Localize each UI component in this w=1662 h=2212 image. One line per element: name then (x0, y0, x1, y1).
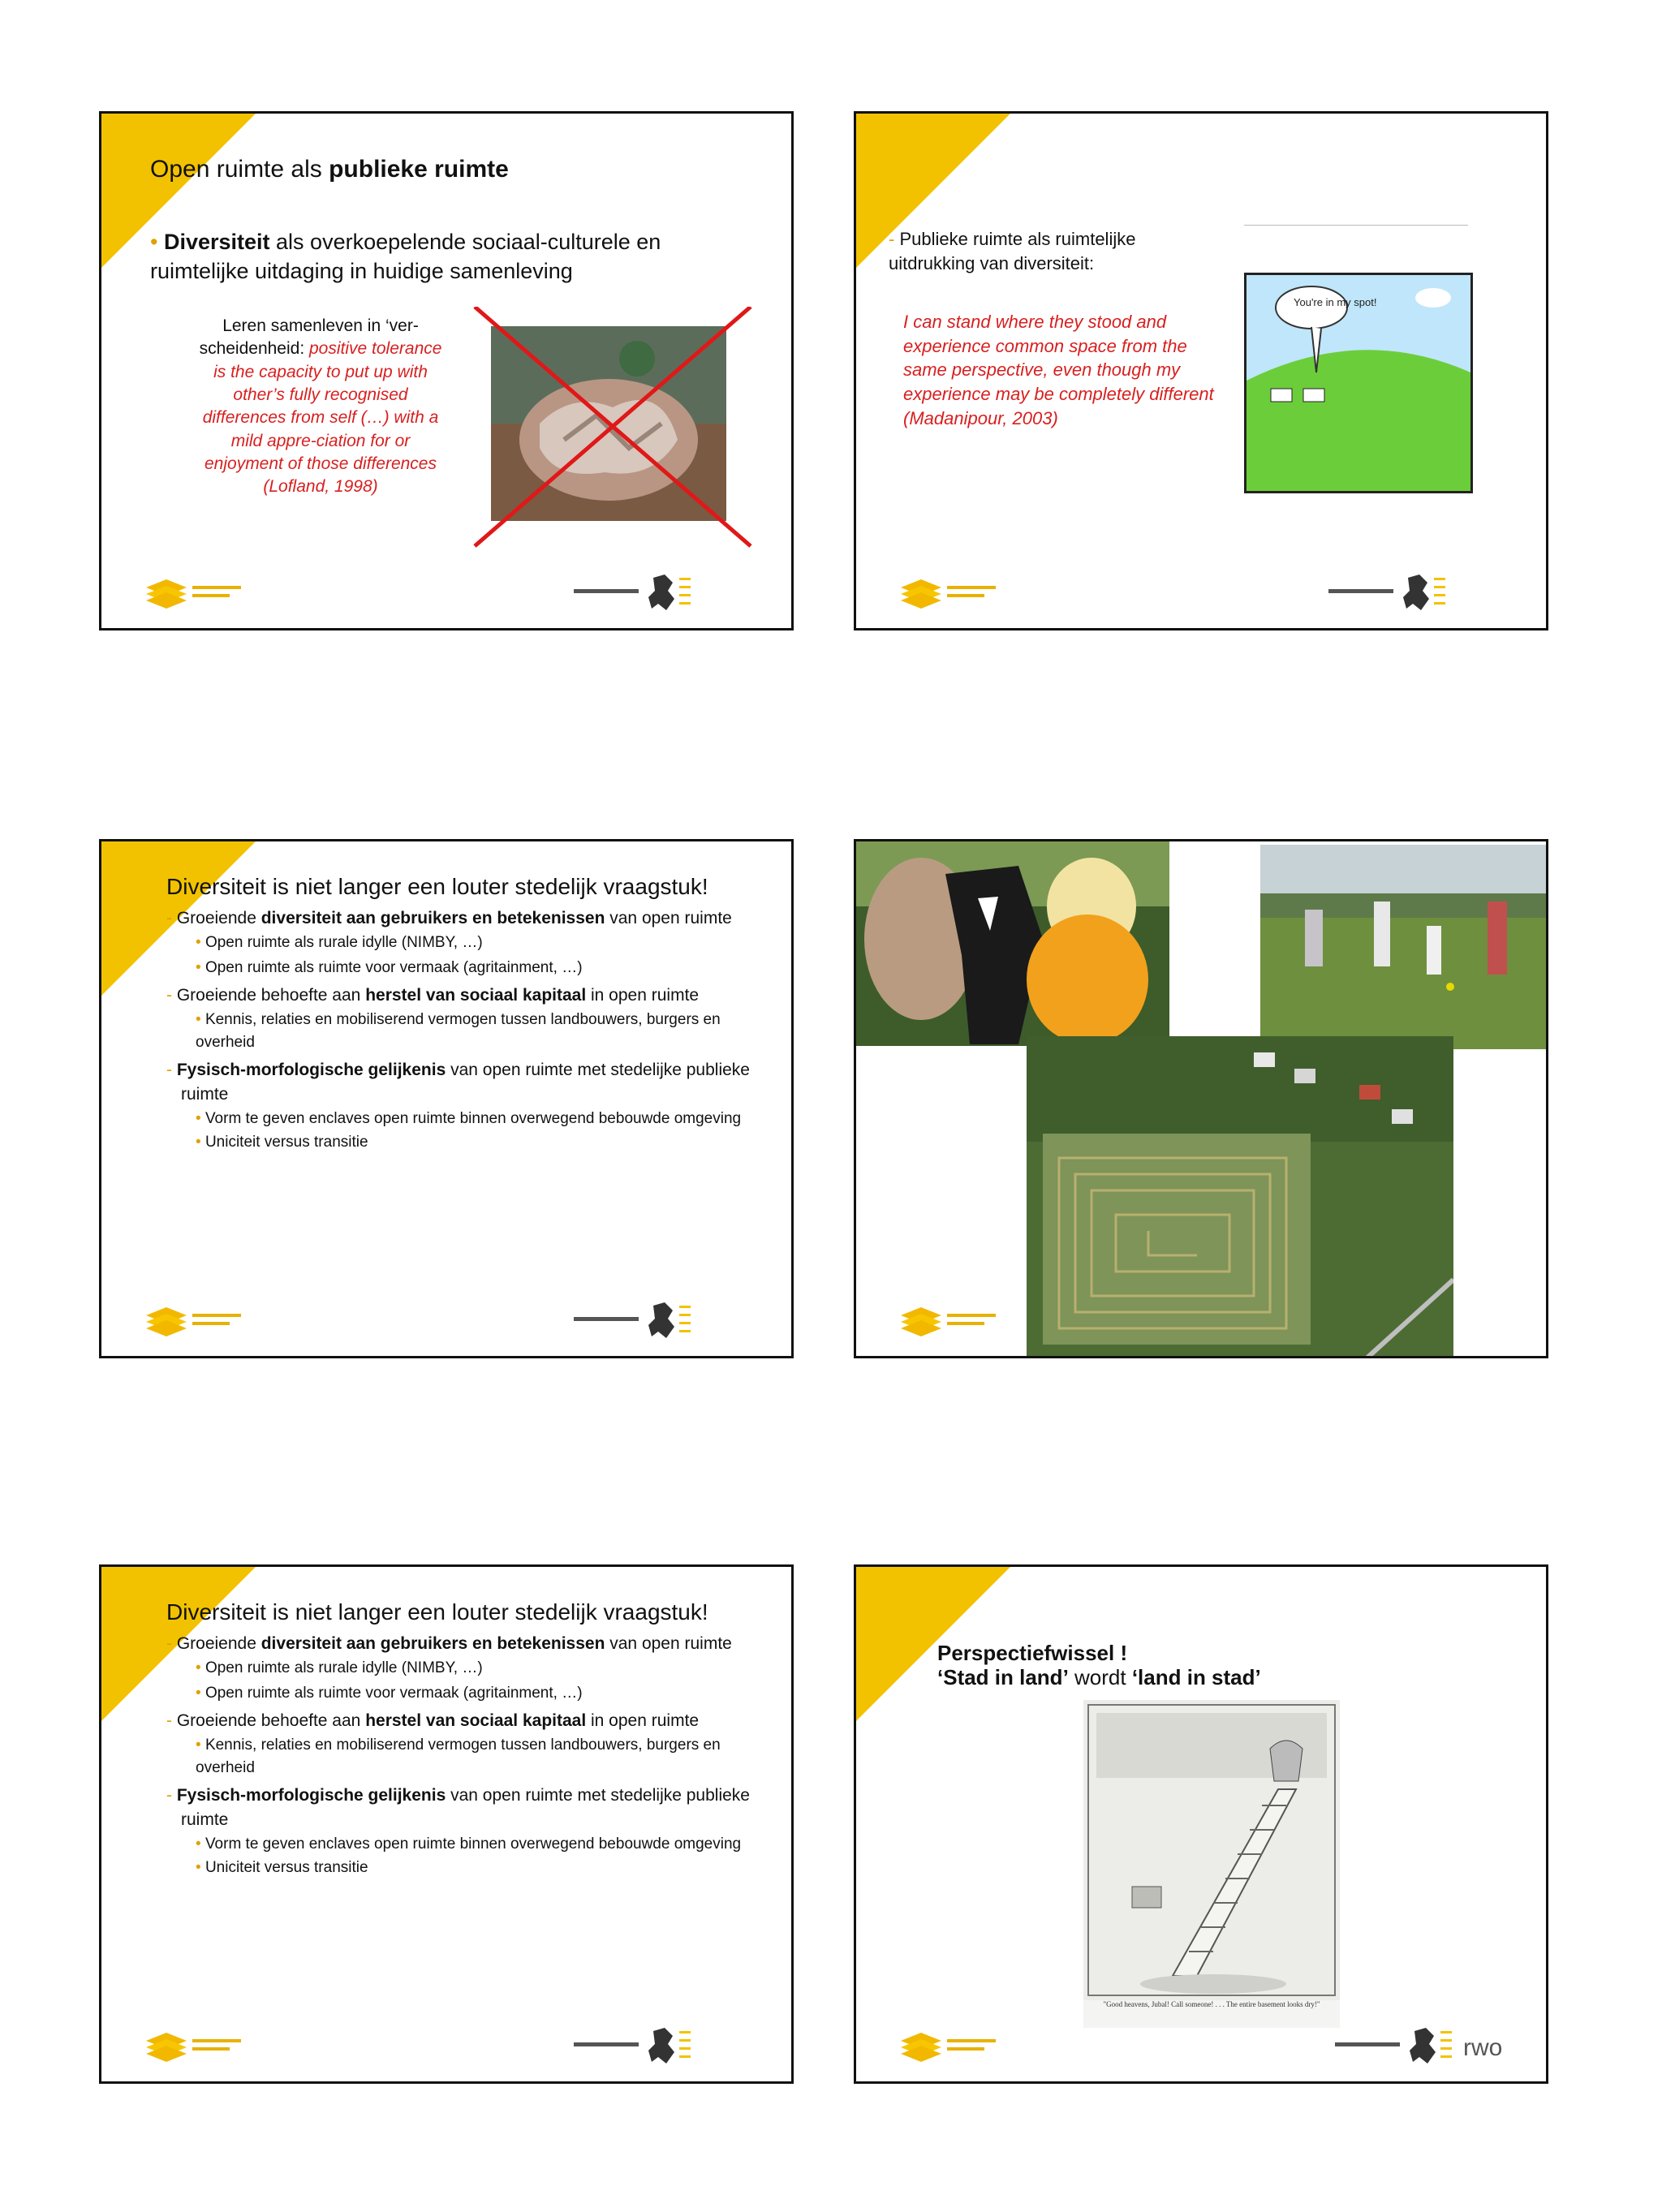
main-bullet: • Diversiteit als overkoepelende sociaal-culturele en ruimtelijke uitdaging in huidige samenleving (150, 230, 661, 284)
ruimtelijke-ordening-logo (142, 1299, 256, 1341)
ruimtelijke-ordening-logo (897, 1299, 1010, 1341)
list-item: - Fysisch-morfologische gelijkenis van open ruimte met stedelijke publieke ruimte (166, 1060, 750, 1104)
heading-line-1: Perspectiefwissel ! (937, 1641, 1128, 1665)
vlaamse-overheid-logo (574, 2025, 704, 2068)
list-item: • Uniciteit versus transitie (196, 1134, 368, 1151)
list-item: • Kennis, relaties en mobiliserend vermogen tussen landbouwers, burgers en overheid (196, 1010, 721, 1052)
list-item: • Vorm te geven enclaves open ruimte binnen overwegend bebouwde omgeving (196, 1109, 742, 1127)
list-item: - Groeiende behoefte aan herstel van sociaal kapitaal in open ruimte (166, 986, 700, 1005)
red-cross-icon (467, 307, 759, 550)
ruimtelijke-ordening-logo (897, 571, 1010, 613)
list-item: • Open ruimte als ruimte voor vermaak (agritainment, …) (196, 1684, 583, 1702)
slide-4 (854, 839, 1548, 1358)
vlaamse-overheid-logo (574, 1299, 704, 1343)
list-item: • Open ruimte als ruimte voor vermaak (agritainment, …) (196, 958, 583, 976)
list-item: - Groeiende diversiteit aan gebruikers en betekenissen van open ruimte (166, 1634, 732, 1653)
ruimtelijke-ordening-logo (142, 2025, 256, 2067)
slide-5 (99, 1564, 794, 2084)
slide-heading (937, 1642, 1261, 1690)
list-item: - Groeiende behoefte aan herstel van sociaal kapitaal in open ruimte (166, 1711, 700, 1731)
maize-maze-aerial-photo (1027, 1036, 1453, 1358)
rwo-logo-text: rwo (1463, 2034, 1503, 2061)
croquet-photo (1260, 845, 1548, 1049)
madanipour-quote: I can stand where they stood and experience common space from the same perspective, even though my experience may be completely different (Madanipour, 2003) (903, 312, 1214, 428)
slide-6 (854, 1564, 1548, 2084)
vlaamse-overheid-logo (1328, 571, 1458, 615)
list-item: • Open ruimte als rurale idylle (NIMBY, …) (196, 1659, 483, 1677)
slide-title: Diversiteit is niet langer een louter stedelijk vraagstuk! (166, 874, 708, 899)
list-item: • Open ruimte als rurale idylle (NIMBY, …) (196, 934, 483, 952)
horse-photo (856, 841, 1169, 1046)
heading-line-2: ‘Stad in land’ wordt ‘land in stad’ (937, 1664, 1261, 1689)
slide-3 (99, 839, 794, 1358)
cartoon-caption: "Good heavens, Jubal! Call someone! . . . The entire basement looks dry!" (1103, 2000, 1320, 2008)
quote-block: Leren samenleven in ‘ver-scheidenheid: positive tolerance is the capacity to put up with other’s fully recognised differences from self (…) with a mild appre-ciation for or enjoyment of those differences (Lofland, 1998) (199, 316, 442, 497)
dash-bullet: - Publieke ruimte als ruimtelijke uitdrukking van diversiteit: (889, 229, 1136, 273)
list-item: • Kennis, relaties en mobiliserend vermogen tussen landbouwers, burgers en overheid (196, 1736, 721, 1777)
list-item: - Fysisch-morfologische gelijkenis van open ruimte met stedelijke publieke ruimte (166, 1785, 750, 1830)
bullet-list (166, 1632, 767, 1880)
vlaamse-overheid-rwo-logo (1335, 2025, 1522, 2068)
slide-title: Open ruimte als publieke ruimte (150, 156, 509, 183)
speech-bubble-text: You're in my spot! (1294, 296, 1377, 308)
separator-line (1244, 225, 1468, 226)
vlaamse-overheid-logo (574, 571, 704, 615)
slide-title: Diversiteit is niet langer een louter stedelijk vraagstuk! (166, 1599, 708, 1625)
list-item: • Vorm te geven enclaves open ruimte binnen overwegend bebouwde omgeving (196, 1835, 742, 1853)
ruimtelijke-ordening-logo (897, 2025, 1010, 2067)
cow-cartoon (1244, 273, 1473, 493)
list-item: - Groeiende diversiteit aan gebruikers en betekenissen van open ruimte (166, 909, 732, 927)
far-side-cartoon (1083, 1700, 1340, 2028)
bullet-dot: • (150, 230, 164, 254)
list-item: • Uniciteit versus transitie (196, 1859, 368, 1877)
cartoon-drawing (1246, 275, 1470, 491)
bullet-list (166, 906, 767, 1155)
ruimtelijke-ordening-logo (142, 571, 256, 613)
slide-2 (854, 111, 1548, 630)
slide-1 (99, 111, 794, 630)
